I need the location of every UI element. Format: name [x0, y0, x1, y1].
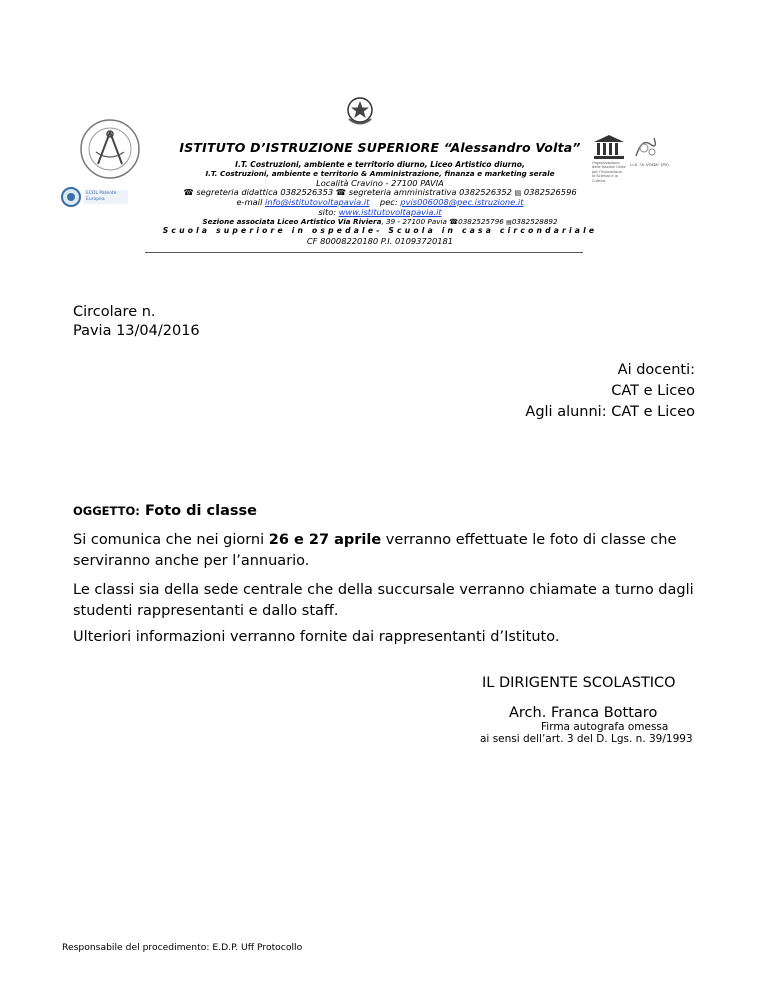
header-line-site	[130, 207, 630, 217]
signature-role: IL DIRIGENTE SCOLASTICO	[482, 675, 676, 691]
circolare-number: Circolare n.	[73, 304, 156, 320]
header-line-courses-evening: I.T. Costruzioni, ambiente e territorio & Amministrazione, finanza e marketing serale	[205, 169, 555, 178]
pec-prefix: pec:	[369, 197, 401, 207]
subject-line	[73, 500, 257, 519]
email-prefix: e-mail	[236, 197, 266, 207]
signature-note-1: Firma autografa omessa	[541, 721, 669, 733]
pec-link[interactable]: pvis006008@pec.istruzione.it	[400, 197, 524, 207]
subject-text: Foto di classe	[144, 503, 258, 519]
signature-name: Arch. Franca Bottaro	[509, 705, 658, 721]
phone-didattica: segreteria didattica 0382526353	[196, 187, 334, 197]
volta-logo	[630, 134, 680, 186]
liceo-fax: 0382528892	[511, 217, 558, 226]
p2-text-a: Le classi sia della sede centrale che della succursale verranno chiamate a turno dagli	[73, 582, 694, 598]
header-line-liceo	[130, 217, 630, 226]
fax-number: 0382526596	[523, 187, 577, 197]
header-line-tax-codes: CF 80008220180 P.I. 01093720181	[306, 236, 454, 246]
header-line-email	[130, 197, 630, 207]
recipients-alunni: Agli alunni: CAT e Liceo	[525, 404, 695, 420]
phone-icon: ☎	[335, 187, 347, 197]
email-link[interactable]: info@istitutovoltapavia.it	[265, 197, 370, 207]
p1-text-a: Si comunica che nei giorni	[73, 532, 269, 548]
fax-icon: ▤	[506, 219, 512, 226]
p1-text-b: verranno effettuate le foto di classe che	[381, 532, 677, 548]
body-paragraph-2	[73, 580, 694, 622]
fax-icon: ▤	[514, 189, 522, 197]
subject-label: OGGETTO:	[73, 504, 140, 518]
recipients-block	[525, 360, 695, 423]
liceo-address: , 39 - 27100 Pavia	[381, 217, 447, 226]
footer-responsabile: Responsabile del procedimento: E.D.P. Uff Protocollo	[62, 942, 303, 953]
ecdl-logo-text: ECDL Patente Europea	[86, 191, 117, 202]
liceo-phone: 0382525796	[458, 217, 504, 226]
recipients-docenti: Ai docenti:	[617, 362, 695, 378]
phone-icon: ☎	[183, 187, 194, 197]
unesco-logo-text: Organizzazione delle Nazioni Unite per l'Educazione, la Scienza e la Cultura	[592, 161, 626, 183]
recipients-docenti-classes: CAT e Liceo	[611, 383, 695, 399]
ecdl-logo	[60, 186, 132, 208]
header-divider	[145, 252, 583, 253]
italian-republic-emblem	[345, 95, 375, 127]
p1-dates: 26 e 27 aprile	[268, 532, 382, 548]
signature-note-2: ai sensi dell’art. 3 del D. Lgs. n. 39/1993	[480, 733, 693, 745]
p2-text-b: studenti rappresentanti e dallo staff.	[73, 603, 339, 619]
site-link[interactable]: www.istitutovoltapavia.it	[338, 207, 442, 217]
p1-text-c: serviranno anche per l’annuario.	[73, 553, 310, 569]
body-paragraph-1	[73, 530, 676, 572]
header-line-courses-day: I.T. Costruzioni, ambiente e territorio diurno, Liceo Artistico diurno,	[235, 160, 525, 169]
institute-title: ISTITUTO D’ISTRUZIONE SUPERIORE “Alessandro Volta”	[179, 140, 581, 155]
body-paragraph-3: Ulteriori informazioni verranno fornite dai rappresentanti d’Istituto.	[73, 629, 560, 645]
header-line-hospital-school: Scuola superiore in ospedale- Scuola in casa circondariale	[162, 226, 598, 235]
liceo-section-label: Sezione associata Liceo Artistico Via Riviera	[202, 217, 382, 226]
phone-amministrativa: segreteria amministrativa 0382526352	[348, 187, 512, 197]
header-line-phones	[130, 187, 630, 197]
phone-icon: ☎	[449, 217, 459, 226]
volta-logo-text: I.I.S. "A. VOLTA" (PV)	[630, 162, 669, 167]
header-line-address: Località Cravino - 27100 PAVIA	[316, 178, 444, 188]
site-prefix: sito:	[318, 207, 339, 217]
circolare-date: Pavia 13/04/2016	[73, 323, 200, 339]
